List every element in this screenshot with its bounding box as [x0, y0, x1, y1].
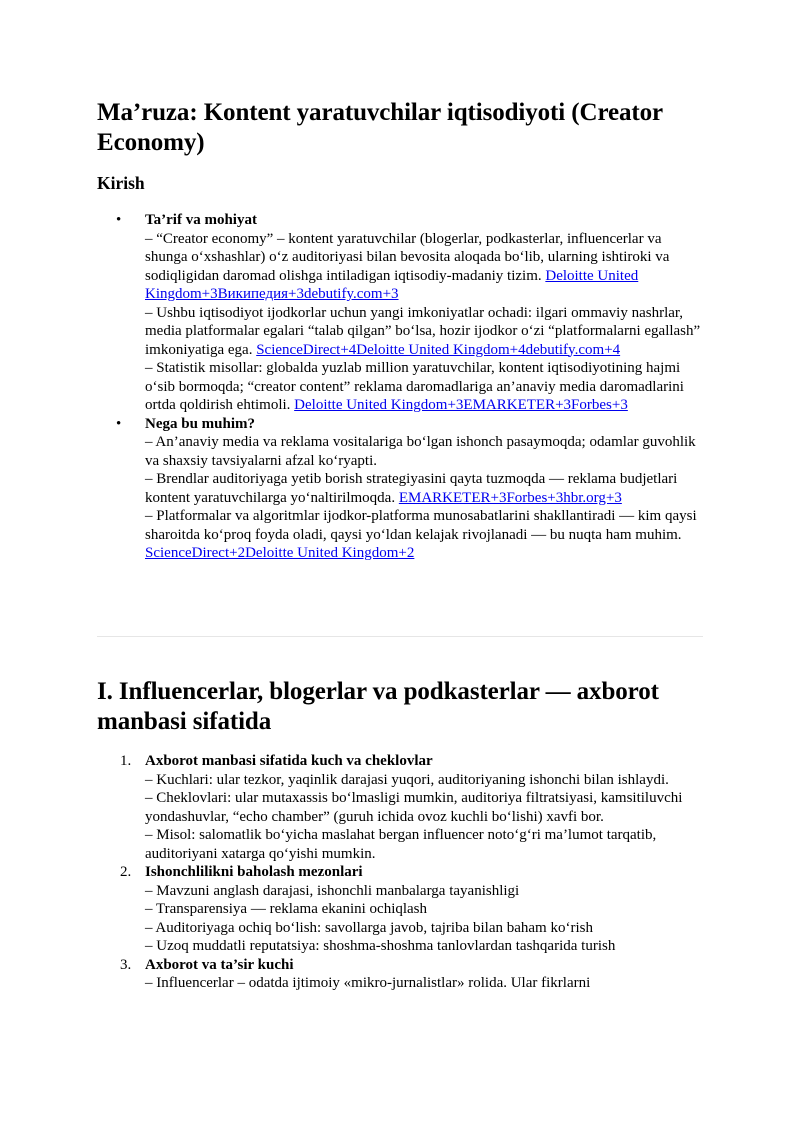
paragraph [145, 470, 705, 507]
source-link[interactable]: Deloitte United Kingdom+3Википедия+3debutify.com+3 [145, 267, 639, 302]
item-number: 3. [120, 956, 132, 973]
paragraph-text: – Statistik misollar: globalda yuzlab million yaratuvchilar, kontent iqtisodiyotining hajmi o‘sib bormoqda; “creator content” reklama daromadlariga an’anaviy media daromadlarini ortda qoldirish ehtimoli. [145, 360, 684, 413]
intro-heading: Kirish [97, 173, 145, 193]
paragraph-text: – Transparensiya — reklama ekanini ochiqlash [145, 901, 428, 917]
item-title: Axborot va ta’sir kuchi [145, 956, 294, 973]
source-link[interactable]: EMARKETER+3Forbes+3hbr.org+3 [398, 489, 622, 506]
section-title: I. Influencerlar, blogerlar va podkasterlar — axborot manbasi sifatida [97, 678, 659, 735]
source-link[interactable]: ScienceDirect+4Deloitte United Kingdom+4debutify.com+4 [256, 341, 621, 358]
item-title: Ishonchlilikni baholash mezonlari [145, 864, 363, 880]
list-item [97, 211, 705, 415]
paragraph [145, 433, 705, 470]
item-number: 2. [120, 864, 132, 880]
paragraph [145, 507, 705, 563]
source-link[interactable]: ScienceDirect+2Deloitte United Kingdom+2 [145, 545, 415, 561]
paragraph-text: – Kuchlari: ular tezkor, yaqinlik darajasi yuqori, auditoriyaning ishonchi bilan ishlaydi. [145, 771, 669, 788]
paragraph-text: – Platformalar va algoritmlar ijodkor-platforma munosabatlarini shakllantiradi — kim qaysi sharoitda ko‘proq foyda oladi, qaysi yo‘ldan kelajak rivojlanadi — bu nuqta ham muhim. [145, 508, 697, 543]
paragraph-text: – Misol: salomatlik bo‘yicha maslahat bergan influencer noto‘g‘ri ma’lumot tarqatib, auditoriyani xatarga qo‘yishi mumkin. [145, 827, 657, 862]
item-title: Nega bu muhim? [145, 415, 256, 432]
section-1-body [97, 752, 705, 993]
list-item [97, 863, 705, 956]
paragraph-text: – Auditoriyaga ochiq bo‘lish: savollarga javob, tajriba bilan baham ko‘rish [145, 919, 593, 936]
item-title: Ta’rif va mohiyat [145, 212, 257, 228]
list-item [97, 415, 705, 563]
paragraph [145, 304, 705, 360]
paragraph-text: – Uzoq muddatli reputatsiya: shoshma-shoshma tanlovlardan tashqarida turish [145, 938, 616, 954]
paragraph-text: – Cheklovlari: ular mutaxassis bo‘lmasligi mumkin, auditoriya filtratsiyasi, kamsitiluvchi yondashuvlar, “echo chamber” (guruh ichida ovoz kuchli bo‘lishi) xavfi bor. [145, 790, 683, 825]
paragraph [145, 230, 705, 304]
paragraph [145, 359, 705, 415]
bullet-icon: • [116, 212, 122, 228]
intro-section [97, 211, 705, 563]
document-title: Ma’ruza: Kontent yaratuvchilar iqtisodiyoti (Creator Economy) [97, 99, 663, 156]
paragraph-text: – An’anaviy media va reklama vositalariga bo‘lgan ishonch pasaymoqda; odamlar guvohlik va shaxsiy tavsiyalarni afzal ko‘ryapti. [145, 434, 696, 469]
list-item [97, 956, 705, 993]
paragraph-text: – Brendlar auditoriyaga yetib borish strategiyasini qayta tuzmoqda — reklama budjetlari kontent yaratuvchilarga yo‘naltirilmoqda. [145, 471, 678, 506]
intro-list [97, 211, 705, 563]
paragraph-text: – Mavzuni anglash darajasi, ishonchli manbalarga tayanishligi [145, 882, 520, 899]
list-item [97, 752, 705, 863]
section-divider [97, 636, 703, 637]
paragraph-text: – Influencerlar – odatda ijtimoiy «mikro-jurnalistlar» rolida. Ular fikrlarni [145, 975, 591, 991]
paragraph-text: – “Creator economy” – kontent yaratuvchilar (blogerlar, podkasterlar, influencerlar va shunga o‘xshashlar) o‘z auditoriyasi bilan bevosita aloqada bo‘lib, ularning ishtiroki va sodiqligidan daromad olishga intiladigan iqtisodiy-madaniy tizim. [145, 230, 670, 284]
item-title: Axborot manbasi sifatida kuch va cheklovlar [145, 753, 433, 769]
bullet-icon: • [116, 415, 122, 432]
paragraph-text: – Ushbu iqtisodiyot ijodkorlar uchun yangi imkoniyatlar ochadi: ilgari ommaviy nashrlar, media platformalar egalari “talab qilgan” bo‘lsa, hozir ijodkor o‘zi “platformalarni egallash” imkoniyatiga ega. [145, 304, 701, 358]
source-link[interactable]: Deloitte United Kingdom+3EMARKETER+3Forbes+3 [294, 397, 628, 413]
section-1-list [97, 752, 705, 993]
item-number: 1. [120, 753, 132, 769]
